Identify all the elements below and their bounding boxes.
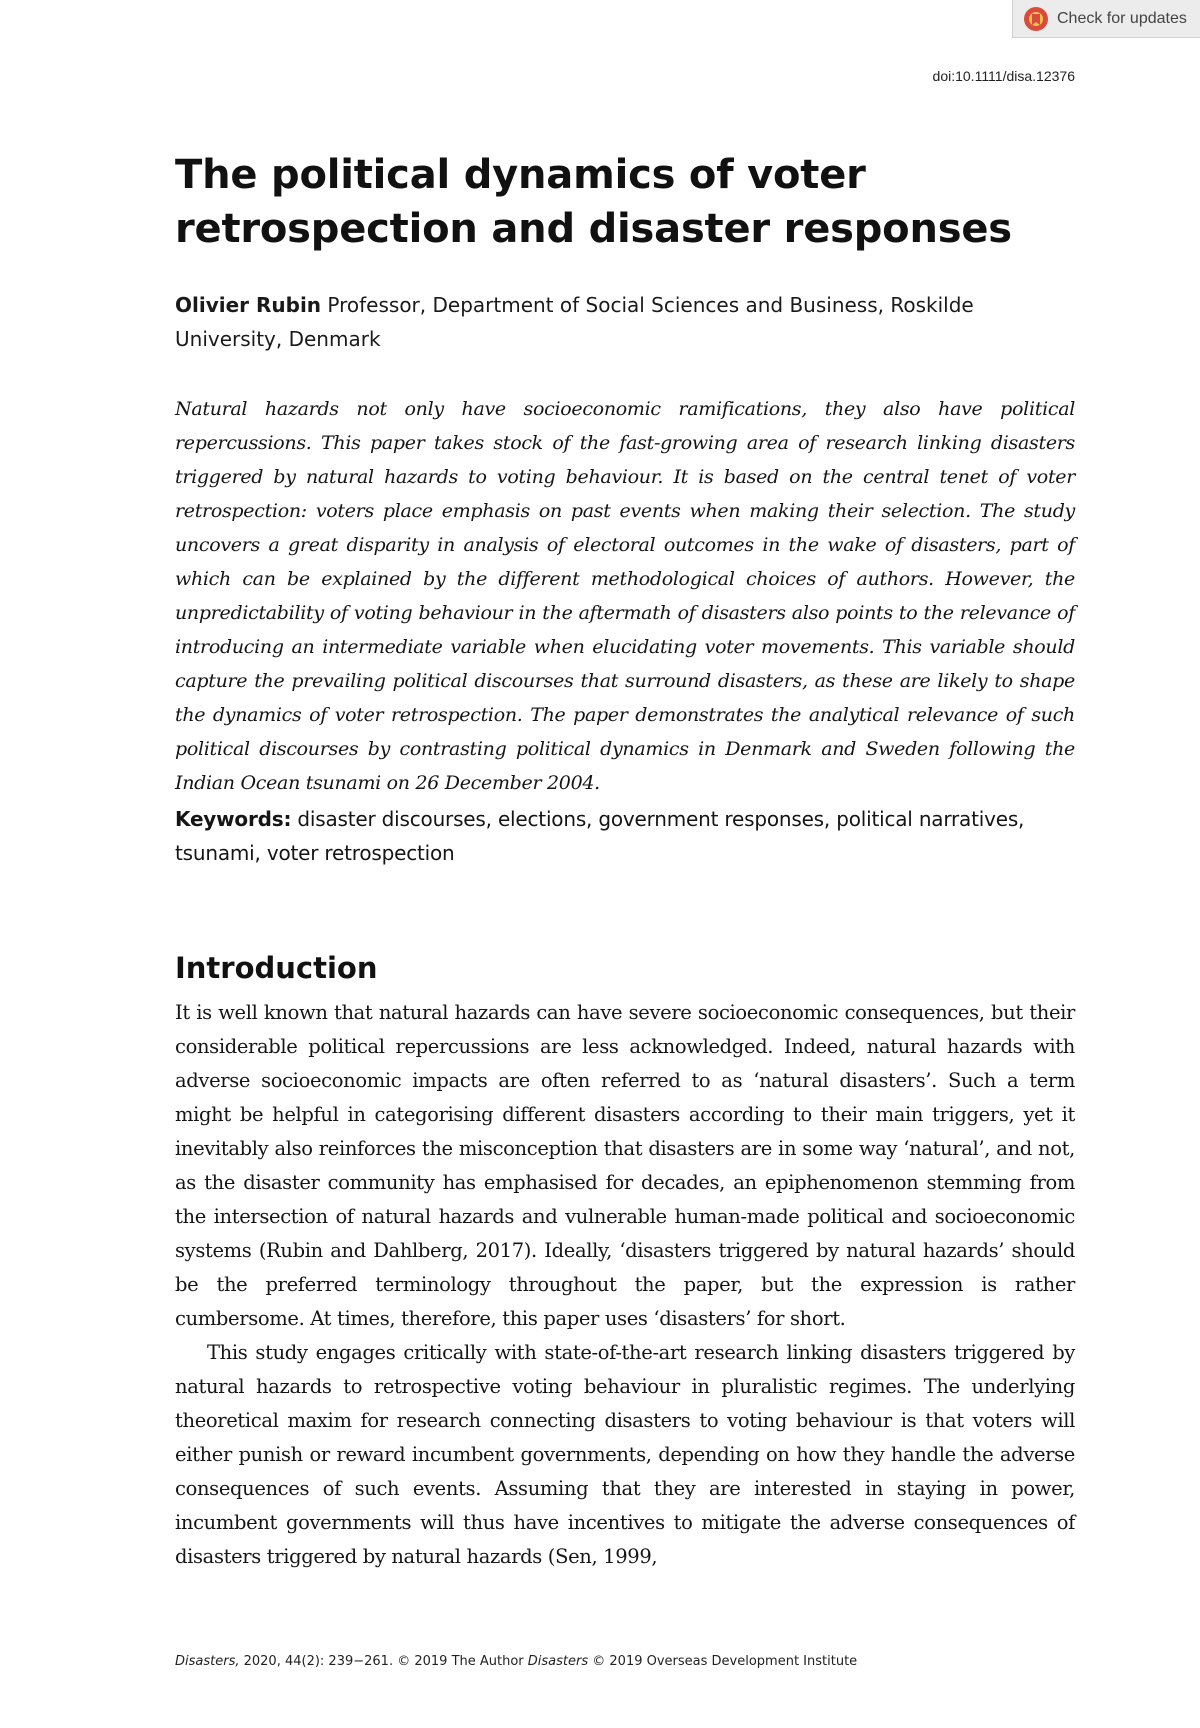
paragraph: It is well known that natural hazards can have severe socioeconomic consequences, but their considerable political repercussions are less acknowledged. Indeed, natural hazards with adverse socioeconomic impacts are often referred to as ‘natural disasters’. Such a term might be helpful in categorising different disasters according to their main triggers, yet it inevitably also reinforces the misconception that disasters are in some way ‘natural’, and not, as the disaster community has emphasised for decades, an epiphenomenon stemming from the intersection of natural hazards and vulnerable human-made political and socioeconomic systems (Rubin and Dahlberg, 2017). Ideally, ‘disasters triggered by natural hazards’ should be the preferred terminology throughout the paper, but the expression is rather cumbersome. At times, therefore, this paper uses ‘disasters’ for short. <box>175 1001 1075 1330</box>
introduction-body <box>175 996 1075 1574</box>
paragraph: This study engages critically with state-of-the-art research linking disasters triggered by natural hazards to retrospective voting behaviour in pluralistic regimes. The underlying theoretical maxim for research connecting disasters to voting behaviour is that voters will either punish or reward incumbent governments, depending on how they handle the adverse consequences of such events. Assuming that they are interested in staying in power, incumbent governments will thus have incentives to mitigate the adverse consequences of disasters triggered by natural hazards (Sen, 1999, <box>175 1341 1075 1568</box>
footer-journal-2: Disasters <box>527 1654 589 1669</box>
crossmark-icon <box>1023 6 1049 32</box>
page-footer <box>175 1654 857 1669</box>
check-for-updates-badge[interactable] <box>1012 0 1200 38</box>
footer-rights: © 2019 Overseas Development Institute <box>588 1654 858 1669</box>
footer-citation: 2020, 44(2): 239−261. © 2019 The Author <box>239 1654 528 1669</box>
section-heading-introduction: Introduction <box>175 951 378 985</box>
doi-header: doi:10.1111/disa.12376 <box>932 68 1075 84</box>
keywords <box>175 802 1075 870</box>
check-for-updates-label: Check for updates <box>1057 9 1187 27</box>
keywords-label: Keywords: <box>175 807 292 831</box>
author-line <box>175 288 1075 356</box>
footer-journal: Disasters, <box>175 1654 240 1669</box>
keywords-text: disaster discourses, elections, government responses, political narratives, tsunami, voter retrospection <box>175 807 1025 865</box>
abstract: Natural hazards not only have socioeconomic ramifications, they also have political repercussions. This paper takes stock of the fast-growing area of research linking disasters triggered by natural hazards to voting behaviour. It is based on the central tenet of voter retrospection: voters place emphasis on past events when making their selection. The study uncovers a great disparity in analysis of electoral outcomes in the wake of disasters, part of which can be explained by the different methodological choices of authors. However, the unpredictability of voting behaviour in the aftermath of disasters also points to the relevance of introducing an intermediate variable when elucidating voter movements. This variable should capture the prevailing political discourses that surround disasters, as these are likely to shape the dynamics of voter retrospection. The paper demonstrates the analytical relevance of such political discourses by contrasting political dynamics in Denmark and Sweden following the Indian Ocean tsunami on 26 December 2004. <box>175 398 1075 794</box>
author-name: Olivier Rubin <box>175 293 322 317</box>
paper-title: The political dynamics of voter retrospection and disaster responses <box>175 152 1012 252</box>
author-affiliation: Professor, Department of Social Sciences and Business, Roskilde University, Denmark <box>175 293 974 351</box>
